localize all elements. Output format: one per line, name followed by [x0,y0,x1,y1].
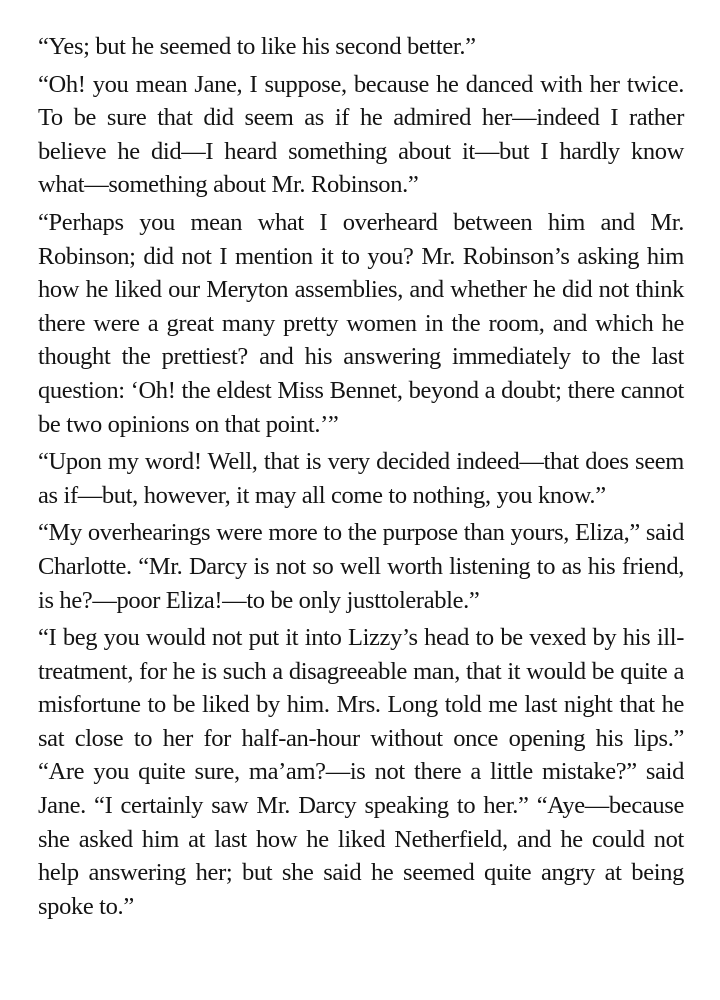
paragraph-6: “I beg you would not put it into Lizzy’s head to be vexed by his ill-treatment, for he is such a disagreeable man, that it would be quite a misfortune to be liked by him. Mrs. Long told me last night that he sat close to her for half-an-hour without once opening his lips.” “Are you quite sure, ma’am?—is not there a little mistake?” said Jane. “I certainly saw Mr. Darcy speaking to her.” “Aye—because she asked him at last how he liked Netherfield, and he could not help answering her; but she said he seemed quite angry at being spoke to.” [38,624,684,920]
book-page [38,30,684,927]
paragraph-2: “Oh! you mean Jane, I suppose, because he danced with her twice. To be sure that did seem as if he admired her—indeed I rather believe he did—I heard something about it—but I hardly know what—something about Mr. Robinson.” [38,70,684,199]
paragraph-4: “Upon my word! Well, that is very decided indeed—that does seem as if—but, however, it may all come to nothing, you know.” [38,448,684,509]
paragraph-3: “Perhaps you mean what I overheard between him and Mr. Robinson; did not I mention it to you? Mr. Robinson’s asking him how he liked our Meryton assemblies, and whether he did not think there were a great many pretty women in the room, and which he thought the prettiest? and his answering immediately to the last question: ‘Oh! the eldest Miss Bennet, beyond a doubt; there cannot be two opinions on that point.’” [38,208,684,438]
paragraph-5: “My overhearings were more to the purpose than yours, Eliza,” said Charlotte. “Mr. Darcy is not so well worth listening to as his friend, is he?—poor Eliza!—to be only justtolerable.” [38,519,684,614]
paragraph-1: “Yes; but he seemed to like his second better.” [38,33,476,60]
